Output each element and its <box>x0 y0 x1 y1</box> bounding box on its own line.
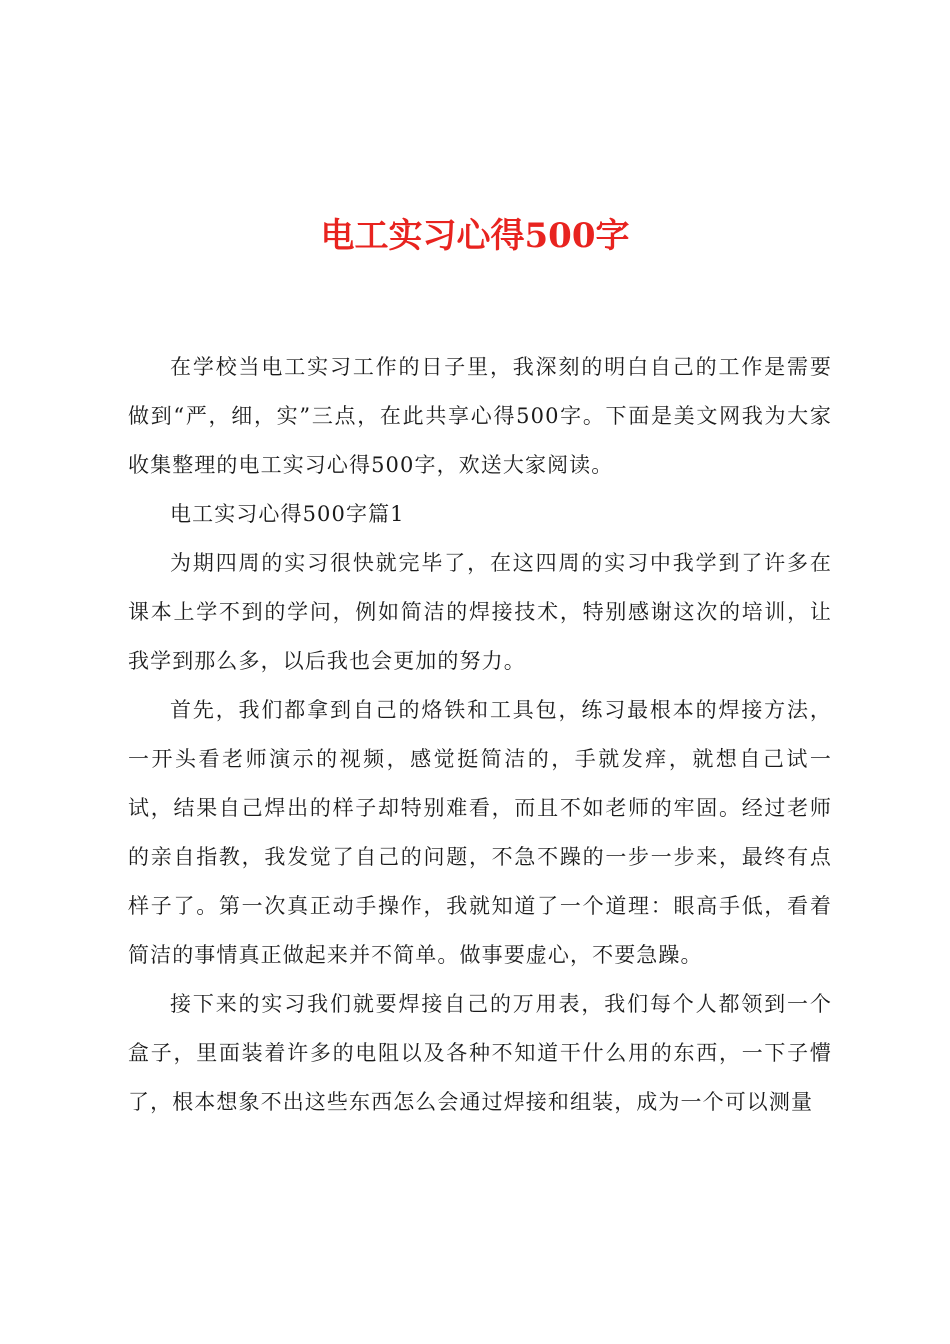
paragraph-3: 接下来的实习我们就要焊接自己的万用表，我们每个人都领到一个盒子，里面装着许多的电阻以及各种不知道干什么用的东西，一下子懵了，根本想象不出这些东西怎么会通过焊接和组装，成为一个可以测量 <box>128 992 832 1114</box>
paragraph-intro: 在学校当电工实习工作的日子里，我深刻的明白自己的工作是需要做到“严，细，实”三点，在此共享心得500字。下面是美文网我为大家收集整理的电工实习心得500字，欢送大家阅读。 <box>128 355 832 477</box>
document-body <box>128 343 832 1127</box>
section-heading: 电工实习心得500字篇1 <box>170 502 405 526</box>
paragraph-2: 首先，我们都拿到自己的烙铁和工具包，练习最根本的焊接方法，一开头看老师演示的视频，感觉挺简洁的，手就发痒，就想自己试一试，结果自己焊出的样子却特别难看，而且不如老师的牢固。经过老师的亲自指教，我发觉了自己的问题，不急不躁的一步一步来，最终有点样子了。第一次真正动手操作，我就知道了一个道理：眼高手低，看着简洁的事情真正做起来并不简单。做事要虚心，不要急躁。 <box>128 698 832 967</box>
document-title: 电工实习心得500字 <box>320 216 630 256</box>
paragraph-1: 为期四周的实习很快就完毕了，在这四周的实习中我学到了许多在课本上学不到的学问，例如简洁的焊接技术，特别感谢这次的培训，让我学到那么多，以后我也会更加的努力。 <box>128 551 832 673</box>
